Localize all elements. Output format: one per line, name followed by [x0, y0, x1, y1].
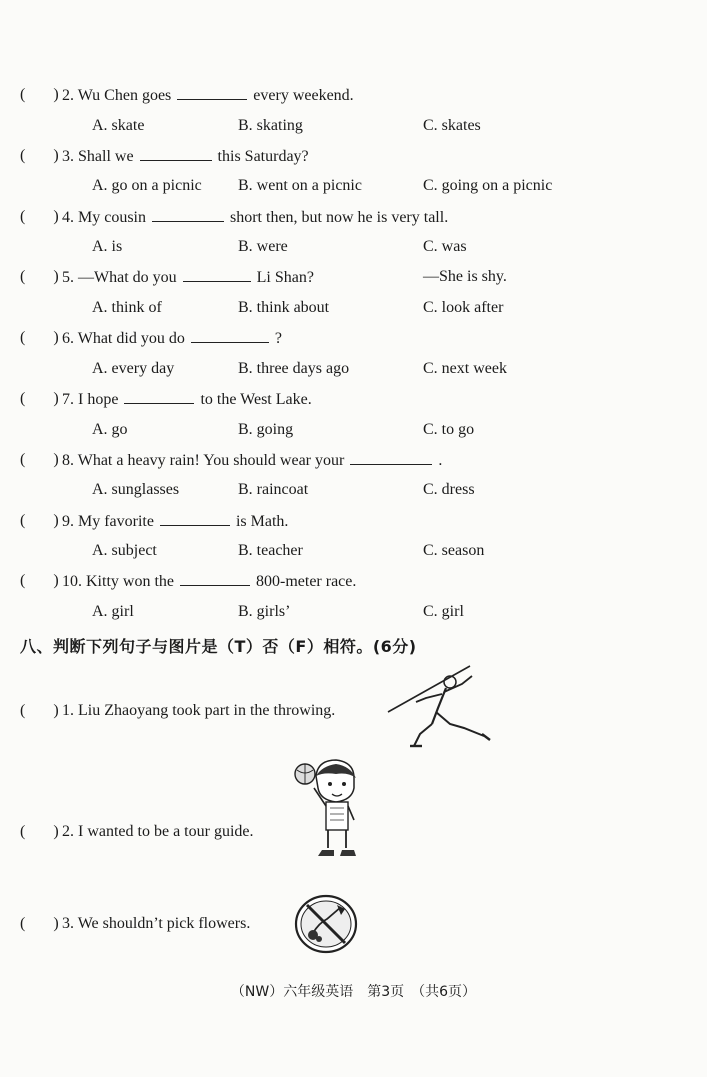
- question-text-after: every weekend.: [253, 87, 354, 104]
- fill-blank[interactable]: [124, 389, 194, 404]
- option-b: B. were: [238, 238, 288, 256]
- option-c: C. going on a picnic: [423, 177, 553, 195]
- answer-bracket[interactable]: ( ): [20, 511, 59, 529]
- option-a: A. go: [92, 420, 128, 438]
- dialogue-answer: —She is shy.: [423, 268, 507, 286]
- item-text: Liu Zhaoyang took part in the throwing.: [78, 702, 336, 719]
- item-number: 2.: [62, 823, 74, 840]
- answer-bracket[interactable]: ( ): [20, 329, 59, 347]
- question-text-before: What a heavy rain! You should wear your: [77, 451, 345, 469]
- item-number: 1.: [62, 702, 74, 719]
- option-a: A. think of: [92, 298, 162, 316]
- question-text-before: What did you do: [77, 330, 185, 348]
- option-b: B. going: [238, 420, 294, 438]
- question-text-before: —What do you: [78, 269, 177, 287]
- question-text-before: I hope: [78, 391, 119, 408]
- answer-bracket[interactable]: ( ): [20, 86, 59, 103]
- question-number: 5.: [62, 269, 74, 287]
- option-c: C. season: [423, 542, 485, 560]
- fill-blank[interactable]: [350, 450, 432, 465]
- item-text: I wanted to be a tour guide.: [78, 823, 254, 840]
- option-b: B. raincoat: [238, 481, 309, 499]
- javelin-thrower-picture: [386, 662, 496, 752]
- question-text-before: Shall we: [78, 147, 134, 165]
- question-number: 2.: [62, 87, 74, 104]
- option-c: C. to go: [423, 420, 475, 438]
- option-a: A. girl: [92, 602, 134, 620]
- fill-blank[interactable]: [152, 207, 224, 222]
- option-a: A. sunglasses: [92, 481, 180, 499]
- question-number: 8.: [62, 451, 74, 469]
- fill-blank[interactable]: [183, 267, 251, 282]
- option-c: C. look after: [423, 298, 504, 316]
- answer-bracket[interactable]: ( ): [20, 207, 59, 225]
- option-b: B. skating: [238, 116, 303, 134]
- question-text-before: Kitty won the: [86, 573, 174, 591]
- answer-bracket[interactable]: ( ): [20, 702, 59, 719]
- question-text-after: is Math.: [235, 512, 289, 530]
- question-number: 6.: [62, 330, 74, 348]
- option-a: A. is: [92, 238, 123, 256]
- no-picking-flowers-sign: [293, 893, 359, 955]
- fill-blank[interactable]: [140, 146, 212, 161]
- fill-blank[interactable]: [160, 511, 230, 526]
- fill-blank[interactable]: [177, 85, 247, 100]
- question-text-before: My favorite: [78, 512, 154, 530]
- option-c: C. skates: [423, 116, 481, 134]
- question-text-after: to the West Lake.: [200, 391, 312, 408]
- option-b: B. girls’: [238, 602, 291, 620]
- answer-bracket[interactable]: ( ): [20, 572, 59, 590]
- question-text-after: Li Shan?: [256, 269, 314, 287]
- boy-with-ball-picture: [292, 758, 364, 868]
- option-c: C. was: [423, 238, 467, 256]
- question-text-after: .: [438, 451, 443, 469]
- question-number: 3.: [62, 147, 74, 165]
- option-c: C. next week: [423, 359, 507, 377]
- question-text-after: 800-meter race.: [256, 573, 357, 591]
- page-footer: （NW）六年级英语 第3页 （共6页）: [230, 984, 477, 1000]
- question-number: 9.: [62, 512, 74, 530]
- option-c: C. girl: [423, 602, 464, 620]
- question-text-after: this Saturday?: [217, 147, 309, 165]
- fill-blank[interactable]: [191, 328, 269, 343]
- option-a: A. go on a picnic: [92, 177, 202, 195]
- option-b: B. think about: [238, 298, 330, 316]
- item-number: 3.: [62, 915, 74, 932]
- option-a: A. subject: [92, 542, 157, 560]
- answer-bracket[interactable]: ( ): [20, 268, 59, 286]
- item-text: We shouldn’t pick flowers.: [77, 915, 251, 932]
- answer-bracket[interactable]: ( ): [20, 450, 59, 468]
- question-text-before: My cousin: [78, 208, 146, 226]
- question-number: 4.: [62, 208, 74, 226]
- question-number: 10.: [62, 573, 82, 591]
- option-c: C. dress: [423, 481, 475, 499]
- question-text-before: Wu Chen goes: [77, 87, 172, 104]
- answer-bracket[interactable]: ( ): [20, 390, 59, 407]
- question-number: 7.: [62, 391, 74, 408]
- answer-bracket[interactable]: ( ): [20, 146, 59, 164]
- option-a: A. every day: [92, 359, 175, 377]
- question-text-after: short then, but now he is very tall.: [230, 208, 449, 226]
- option-a: A. skate: [92, 116, 145, 134]
- fill-blank[interactable]: [180, 571, 250, 586]
- section-8-title: 八、判断下列句子与图片是（T）否（F）相符。(6分): [20, 637, 417, 656]
- option-b: B. three days ago: [238, 359, 350, 377]
- question-text-after: ?: [274, 330, 282, 348]
- option-b: B. went on a picnic: [238, 177, 362, 195]
- answer-bracket[interactable]: ( ): [20, 915, 59, 932]
- answer-bracket[interactable]: ( ): [20, 823, 59, 840]
- option-b: B. teacher: [238, 542, 303, 560]
